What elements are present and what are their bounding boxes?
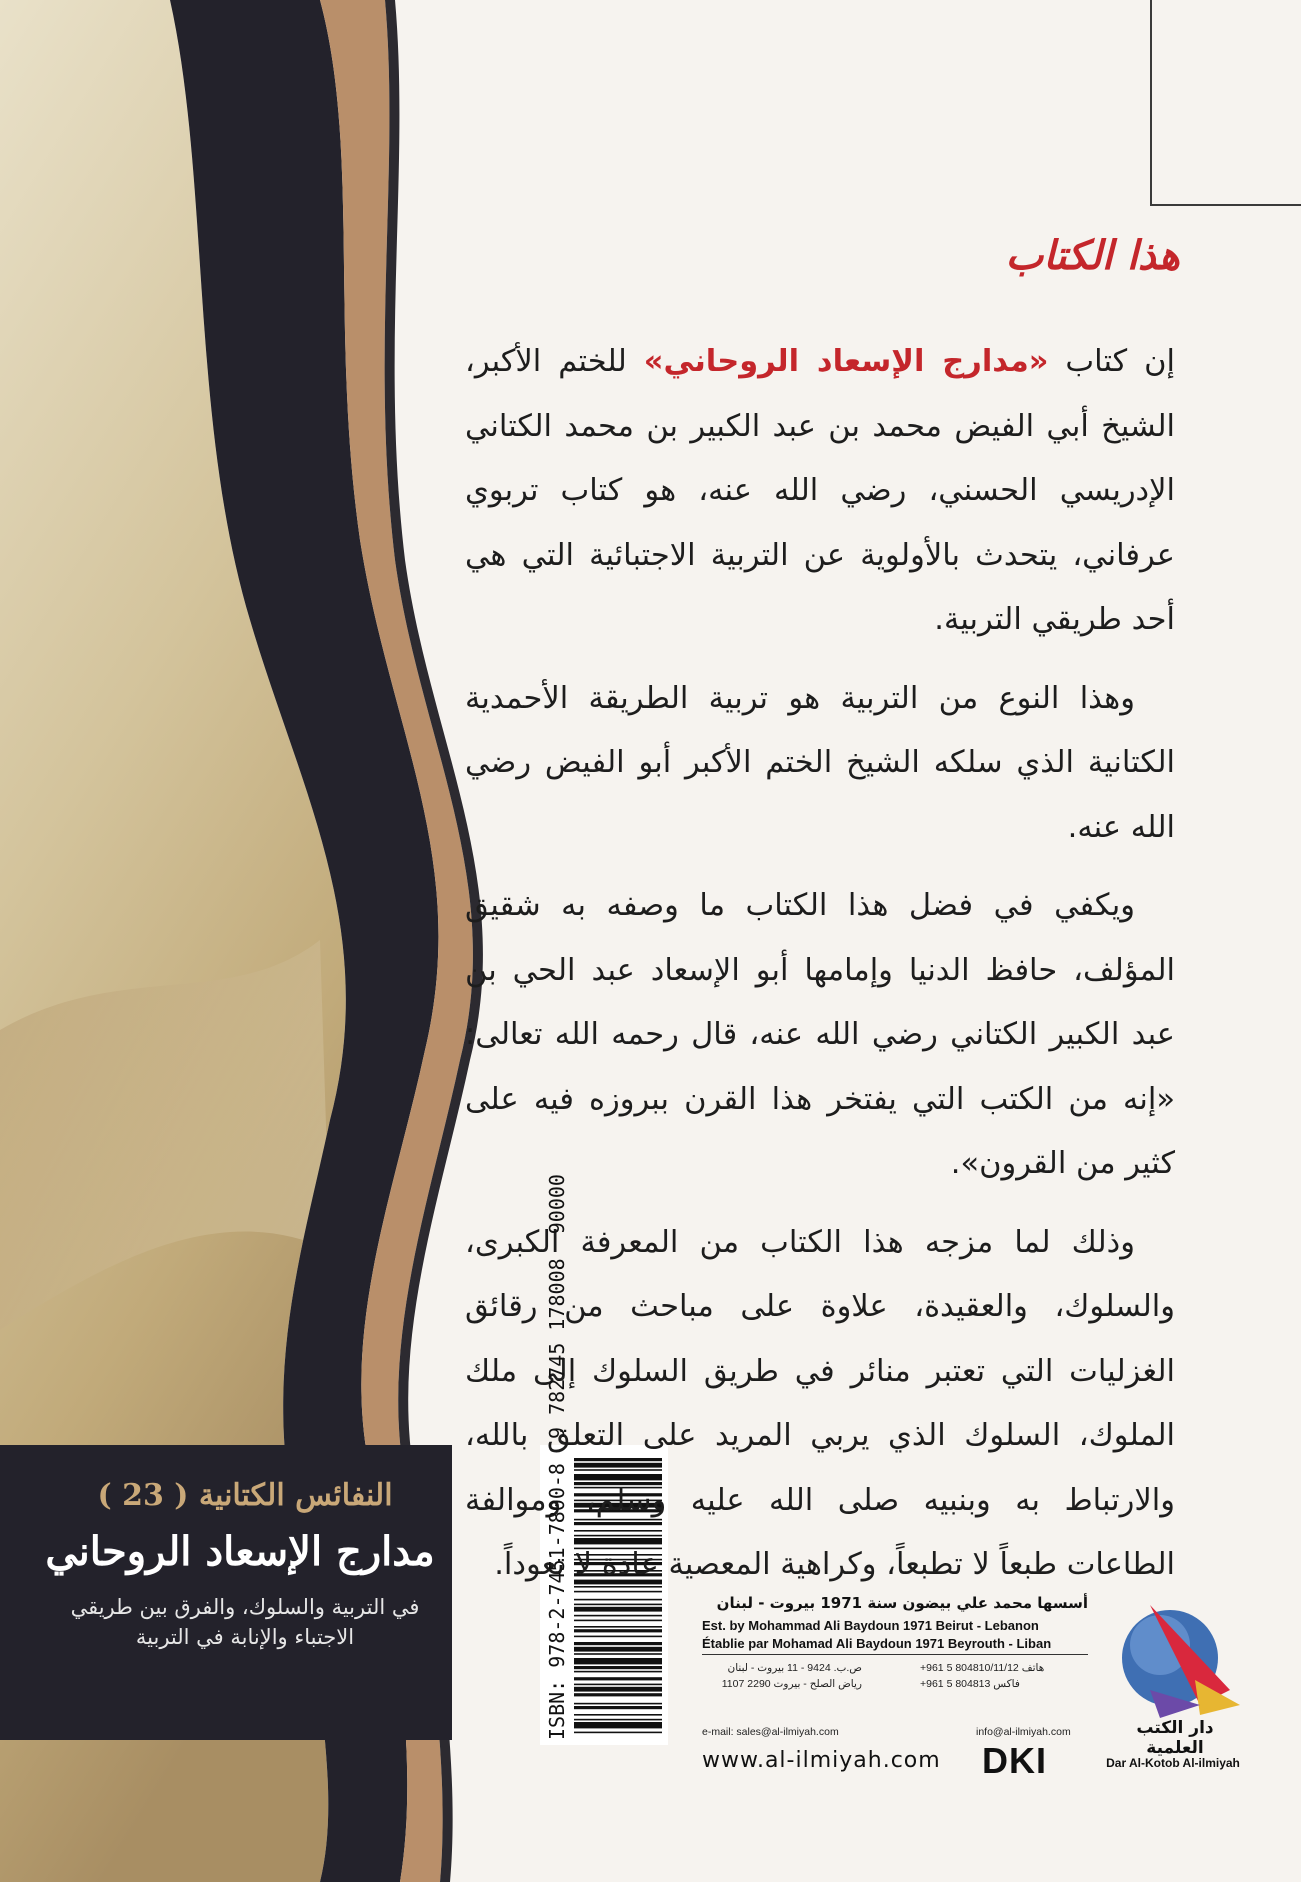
- publisher-founded-ar: أسسها محمد علي بيضون سنة 1971 بيروت - لبنان: [716, 1594, 1088, 1612]
- series-book-title: مدارج الإسعاد الروحاني: [45, 1528, 435, 1575]
- publisher-divider: [702, 1654, 1088, 1655]
- publisher-email-info: info@al-ilmiyah.com: [976, 1726, 1071, 1738]
- publisher-founded-en: Est. by Mohammad Ali Baydoun 1971 Beirut - Lebanon: [702, 1618, 1039, 1633]
- barcode-bar: [574, 1706, 662, 1709]
- publisher-pobox: ص.ب. 9424 - 11 بيروت - لبنان: [727, 1662, 862, 1674]
- barcode-bar: [574, 1642, 662, 1645]
- description-text: [465, 330, 1175, 1612]
- publisher-fax: +961 5 804813 فاكس: [920, 1678, 1020, 1690]
- section-heading: هذا الكتاب: [1005, 232, 1180, 279]
- publisher-brand: DKI: [982, 1740, 1047, 1781]
- publisher-logo-en: Dar Al-Kotob Al-ilmiyah: [1106, 1756, 1240, 1770]
- frame-line-horizontal: [1150, 204, 1301, 206]
- barcode-bar: [574, 1658, 662, 1664]
- barcode-bar: [574, 1732, 662, 1734]
- paragraph-1: إن كتاب «مدارج الإسعاد الروحاني» للختم الأكبر، الشيخ أبي الفيض محمد بن عبد الكبير بن محمد الكتاني الإدريسي الحسني، رضي الله عنه، هو كتاب تربوي عرفاني، يتحدث بالأولوية عن التربية الاجتبائية التي هي أحد طريقي التربية.: [465, 344, 1175, 637]
- paragraph-2: وهذا النوع من التربية هو تربية الطريقة الأحمدية الكتانية الذي سلكه الشيخ الختم الأكبر أبو الفيض رضي الله عنه.: [465, 680, 1175, 845]
- paragraph-4: وذلك لما مزجه هذا الكتاب من المعرفة الكبرى، والسلوك، والعقيدة، علاوة على مباحث من رقائق الغزليات التي تعتبر منائر في طريق السلوك إلى ملك الملوك، السلوك الذي يربي المريد على التعلق بالله، والارتباط به وبنبيه صلى الله عليه وسلم، وموالفة الطاعات طبعاً لا تطبعاً، وكراهية المعصية عادة لا تعوداً.: [465, 1224, 1175, 1582]
- barcode-bar: [574, 1626, 662, 1628]
- barcode-bar: [574, 1615, 662, 1617]
- publisher-email-sales: e-mail: sales@al-ilmiyah.com: [702, 1726, 839, 1738]
- barcode-bar: [574, 1636, 662, 1638]
- barcode-bar: [574, 1703, 662, 1705]
- barcode-bar: [574, 1671, 662, 1673]
- isbn-label: ISBN: 978-2-7451-7800-8 9 782745 178008 90000: [545, 1174, 569, 1740]
- barcode-bar: [574, 1687, 662, 1692]
- barcode-bar: [574, 1666, 662, 1669]
- publisher-website: www.al-ilmiyah.com: [702, 1748, 941, 1773]
- publisher-logo-ar: دار الكتب العلمية: [1136, 1718, 1214, 1758]
- barcode-bar: [574, 1653, 662, 1655]
- series-title: النفائس الكتانية ( 23 ): [97, 1478, 393, 1513]
- series-book-subtitle: في التربية والسلوك، والفرق بين طريقي الاجتباء والإنابة في التربية: [70, 1595, 420, 1649]
- barcode-bar: [574, 1722, 662, 1728]
- barcode-bar: [574, 1620, 662, 1622]
- barcode-bar: [574, 1629, 662, 1632]
- barcode-bar: [574, 1719, 662, 1721]
- barcode-bar: [574, 1677, 662, 1680]
- publisher-riad: رياض الصلح - بيروت 2290 1107: [721, 1678, 862, 1690]
- paragraph-3: ويكفي في فضل هذا الكتاب ما وصفه به شقيق المؤلف، حافظ الدنيا وإمامها أبو الإسعاد عبد الحي بن عبد الكبير الكتاني رضي الله عنه، قال رحمه الله تعالى: «إنه من الكتب التي يفتخر هذا القرن ببروزه فيه على كثير من القرون».: [465, 888, 1175, 1181]
- book-title-highlight: «مدارج الإسعاد الروحاني»: [643, 344, 1049, 379]
- barcode-bar: [574, 1647, 662, 1652]
- barcode-bar: [574, 1693, 662, 1696]
- publisher-phone: +961 5 804810/11/12 هاتف: [920, 1662, 1045, 1674]
- barcode-bar: [574, 1684, 662, 1686]
- barcode-bar: [574, 1714, 662, 1716]
- publisher-founded-fr: Établie par Mohamad Ali Baydoun 1971 Beyrouth - Liban: [702, 1636, 1052, 1651]
- frame-line-vertical: [1150, 0, 1152, 205]
